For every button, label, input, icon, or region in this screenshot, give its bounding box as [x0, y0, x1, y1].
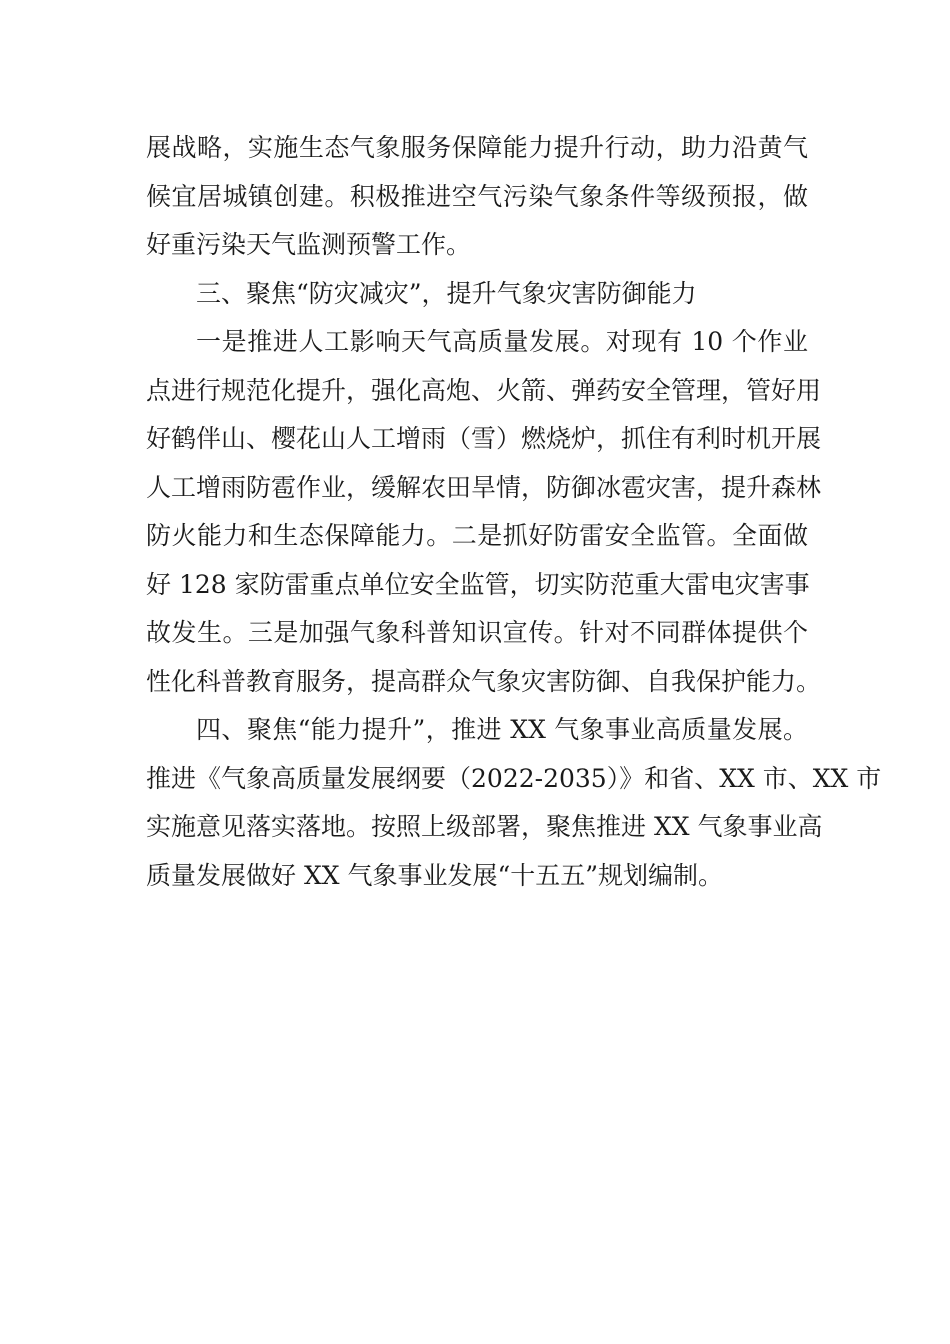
text-line: 候宜居城镇创建。积极推进空气污染气象条件等级预报，做 — [146, 181, 808, 211]
text-line: 质量发展做好 XX 气象事业发展“十五五”规划编制。 — [146, 860, 724, 890]
text-line: 实施意见落实落地。按照上级部署，聚焦推进 XX 气象事业高 — [146, 812, 823, 841]
text-line: 性化科普教育服务，提高群众气象灾害防御、自我保护能力。 — [146, 666, 822, 696]
text-line: 人工增雨防雹作业，缓解农田旱情，防御冰雹灾害，提升森林 — [146, 472, 822, 502]
paragraph-disaster-prevention — [146, 318, 822, 706]
section-heading-3 — [146, 270, 808, 319]
text-line: 一是推进人工影响天气高质量发展。对现有 10 个作业 — [196, 327, 808, 356]
text-line: 四、聚焦“能力提升”，推进 XX 气象事业高质量发展。 — [196, 715, 808, 744]
paragraph-capability-improvement — [146, 706, 882, 900]
text-line: 点进行规范化提升，强化高炮、火箭、弹药安全管理，管好用 — [146, 375, 822, 405]
text-line: 好鹤伴山、樱花山人工增雨（雪）燃烧炉，抓住有利时机开展 — [146, 424, 822, 453]
heading-line: 三、聚焦“防灾减灾”，提升气象灾害防御能力 — [196, 278, 697, 308]
paragraph-continuation — [146, 124, 808, 270]
text-line: 好重污染天气监测预警工作。 — [146, 230, 472, 259]
text-line: 展战略，实施生态气象服务保障能力提升行动，助力沿黄气 — [146, 133, 808, 162]
document-body — [146, 124, 882, 900]
text-line: 推进《气象高质量发展纲要（2022-2035）》和省、XX 市、XX 市 — [146, 763, 882, 793]
text-line: 故发生。三是加强气象科普知识宣传。针对不同群体提供个 — [146, 618, 808, 647]
text-line: 好 128 家防雷重点单位安全监管，切实防范重大雷电灾害事 — [146, 569, 810, 599]
text-line: 防火能力和生态保障能力。二是抓好防雷安全监管。全面做 — [146, 521, 808, 550]
